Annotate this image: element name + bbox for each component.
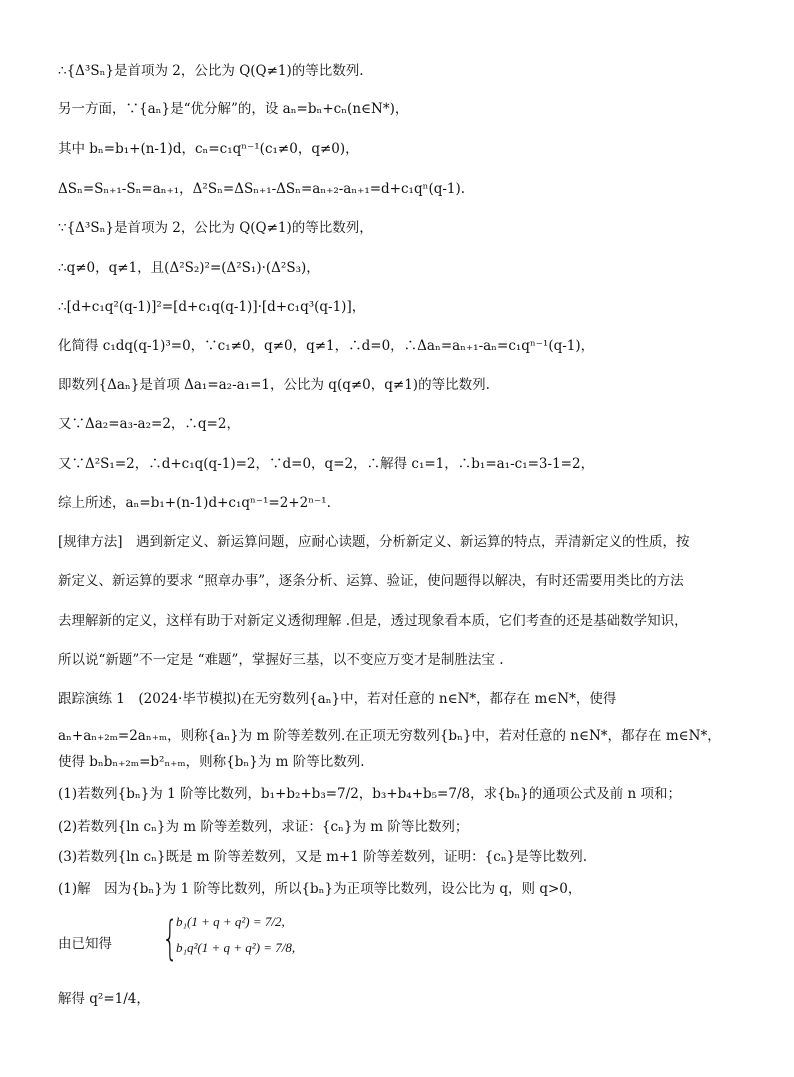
left-brace: { xyxy=(162,911,179,965)
method-para-line-1: [规律方法] 遇到新定义、新运算问题，应耐心读题，分析新定义、新运算的特点，弄清新定义的性质，按 xyxy=(58,534,690,550)
text-line-5: ∵{Δ³Sₙ}是首项为 2，公比为 Q(Q≠1)的等比数列， xyxy=(58,220,373,236)
method-para-line-2: 新定义、新运算的要求 “照章办事”，逐条分析、运算、验证，使问题得以解决，有时还需要用类比的方法 xyxy=(58,573,684,589)
question-2: (2)若数列{ln cₙ}为 m 阶等差数列，求证：{cₙ}为 m 阶等比数列； xyxy=(58,819,469,835)
system-equation-2: b₁q²(1 + q + q²) = 7/8, xyxy=(176,940,296,955)
text-line-7: ∴[d+c₁q²(q-1)]²=[d+c₁q(q-1)]·[d+c₁q³(q-1)]， xyxy=(58,299,366,315)
text-line-1: ∴{Δ³Sₙ}是首项为 2，公比为 Q(Q≠1)的等比数列. xyxy=(58,63,364,79)
question-3: (3)若数列{ln cₙ}既是 m 阶等差数列，又是 m+1 阶等差数列，证明：{cₙ}是等比数列. xyxy=(58,849,588,865)
text-line-4: ΔSₙ=Sₙ₊₁-Sₙ=aₙ₊₁，Δ²Sₙ=ΔSₙ₊₁-ΔSₙ=aₙ₊₂-aₙ₊₁=d+c₁qⁿ(q-1). xyxy=(58,181,466,197)
text-line-9: 即数列{Δaₙ}是首项 Δa₁=a₂-a₁=1，公比为 q(q≠0，q≠1)的等比数列. xyxy=(58,377,490,393)
text-line-6: ∴q≠0，q≠1，且(Δ²S₂)²=(Δ²S₁)·(Δ²S₃)， xyxy=(58,260,320,276)
text-line-3: 其中 bₙ=b₁+(n-1)d，cₙ=c₁qⁿ⁻¹(c₁≠0，q≠0)， xyxy=(58,141,359,157)
exercise-line-1: 跟踪演练 1 (2024·毕节模拟)在无穷数列{aₙ}中，若对任意的 n∈N*，都存在 m∈N*，使得 xyxy=(58,691,617,707)
system-equation-1: b₁(1 + q + q²) = 7/2, xyxy=(176,914,285,929)
text-line-8: 化简得 c₁dq(q-1)³=0，∵c₁≠0，q≠0，q≠1，∴d=0，∴Δaₙ=aₙ₊₁-aₙ=c₁qⁿ⁻¹(q-1)， xyxy=(58,338,595,354)
exercise-line-2: aₙ+aₙ₊₂ₘ=2aₙ₊ₘ，则称{aₙ}为 m 阶等差数列.在正项无穷数列{bₙ}中，若对任意的 n∈N*，都存在 m∈N*， xyxy=(58,728,721,744)
text-line-10: 又∵Δa₂=a₃-a₂=2，∴q=2， xyxy=(58,416,240,432)
text-line-2: 另一方面，∵{aₙ}是“优分解”的，设 aₙ=bₙ+cₙ(n∈N*)， xyxy=(58,101,409,117)
question-1: (1)若数列{bₙ}为 1 阶等比数列，b₁+b₂+b₃=7/2，b₃+b₄+b₅=7/8，求{bₙ}的通项公式及前 n 项和； xyxy=(58,786,682,802)
method-para-line-4: 所以说“新题”不一定是 “难题”，掌握好三基，以不变应万变才是制胜法宝 . xyxy=(58,652,504,668)
solution-line-1: (1)解 因为{bₙ}为 1 阶等比数列，所以{bₙ}为正项等比数列，设公比为 q，则 q>0， xyxy=(58,881,582,897)
exercise-line-3: 使得 bₙbₙ₊₂ₘ=b²ₙ₊ₘ，则称{bₙ}为 m 阶等比数列. xyxy=(58,754,365,770)
text-line-12: 综上所述，aₙ=b₁+(n-1)d+c₁qⁿ⁻¹=2+2ⁿ⁻¹. xyxy=(58,495,331,511)
method-para-line-3: 去理解新的定义，这样有助于对新定义透彻理解 .但是，透过现象看本质，它们考查的还是基础数学知识， xyxy=(58,613,688,629)
text-line-11: 又∵Δ²S₁=2，∴d+c₁q(q-1)=2，∵d=0，q=2，∴解得 c₁=1，∴b₁=a₁-c₁=3-1=2， xyxy=(58,456,595,472)
system-label: 由已知得 xyxy=(58,936,112,952)
solution-result: 解得 q²=1/4， xyxy=(58,991,150,1007)
